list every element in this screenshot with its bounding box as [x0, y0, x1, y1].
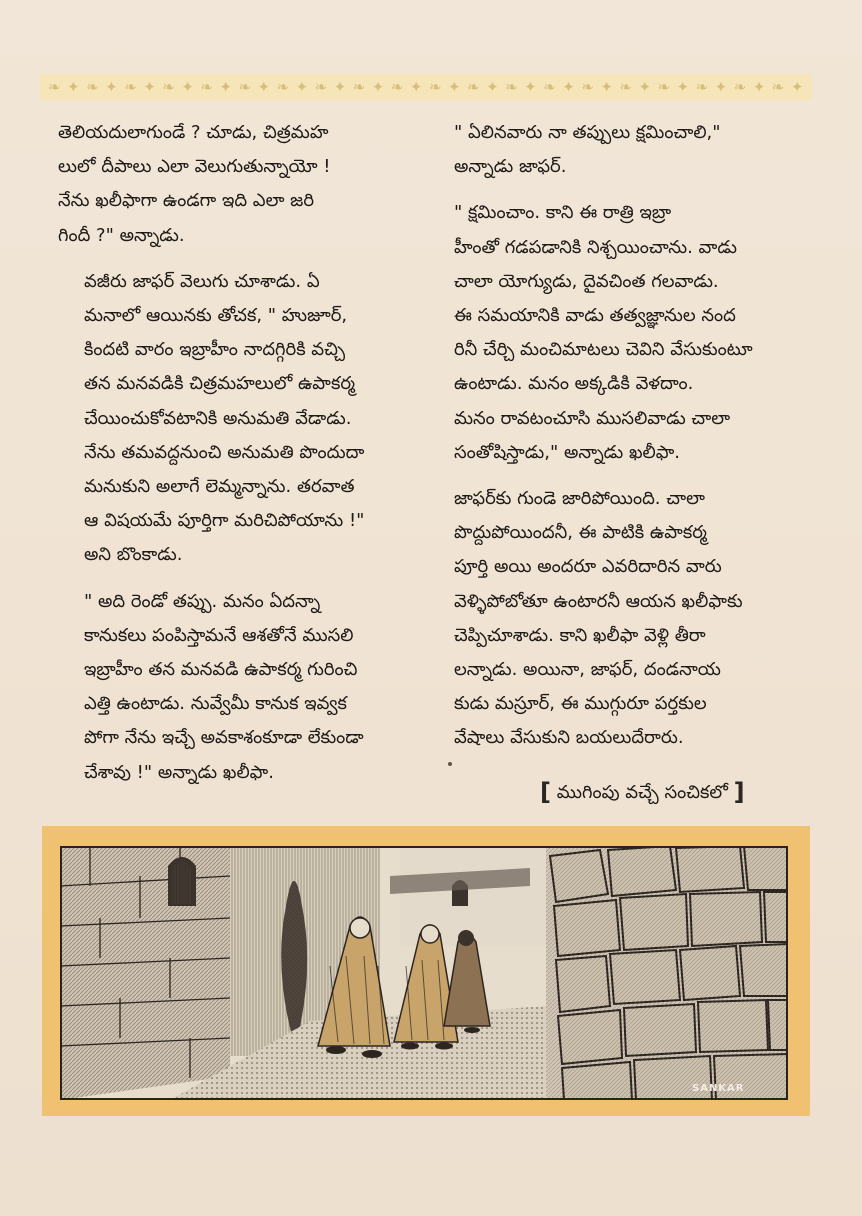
- ornament-glyph: ❧: [238, 77, 252, 96]
- ornament-glyph: ✦: [371, 77, 385, 96]
- text-line: లులో దీపాలు ఎలా వెలుగుతున్నాయో !: [58, 156, 331, 178]
- text-line: పూర్తి అయి అందరూ ఎవరిదారిన వారు: [454, 556, 722, 578]
- text-line: గిందీ ?" అన్నాడు.: [58, 224, 185, 246]
- text-line: కానుకలు పంపిస్తామనే ఆశతోనే ముసలి: [84, 624, 354, 646]
- ornament-glyph: ❧: [733, 77, 747, 96]
- text-line: " ఏలినవారు నా తప్పులు క్షమించాలి,": [454, 122, 721, 143]
- ornament-glyph: ✦: [447, 77, 461, 96]
- ornament-glyph: ❧: [428, 77, 442, 96]
- ornament-glyph: ✦: [143, 77, 156, 96]
- text-line: ఆ విషయమే పూర్తిగా మరిచిపోయాను !": [84, 510, 365, 532]
- text-line: మనాలో ఆయినకు తోచక, " హుజూర్,: [84, 305, 348, 327]
- ornament-glyph: ❧: [467, 77, 480, 96]
- artist-signature: SANKAR: [692, 1083, 745, 1094]
- text-line: వేషాలు వేసుకుని బయలుదేరారు.: [454, 727, 684, 749]
- text-line: కిందటి వారం ఇబ్రాహీం నాదగ్గిరికి వచ్చి: [84, 339, 346, 361]
- ornament-glyph: ✦: [714, 77, 728, 96]
- text-line: రినీ చేర్చి మంచిమాటలు చెవిని వేసుకుంటూ: [454, 339, 753, 361]
- ink-dot: [448, 762, 452, 766]
- text-line: నేను తమవద్దనుంచి అనుమతి పొందుదా: [84, 441, 365, 463]
- text-line: వెళ్ళిపోబోతూ ఉంటారనీ ఆయన ఖలీఫాకు: [454, 590, 743, 612]
- ornament-glyph: ❧: [695, 77, 709, 96]
- ornament-glyph: ✦: [524, 77, 537, 96]
- ornament-glyph: ❧: [200, 77, 213, 96]
- ornament-glyph: ❧: [314, 77, 328, 96]
- text-line: తన మనవడికి చిత్రమహలులో ఉపాకర్మ: [84, 373, 356, 395]
- text-line: ఇబ్రాహీం తన మనవడి ఉపాకర్మ గురించి: [84, 659, 358, 681]
- ornament-glyph: ❧: [543, 77, 556, 96]
- ornament-glyph: ✦: [562, 77, 575, 96]
- decorative-border: [40, 74, 812, 100]
- ornament-glyph: ❧: [505, 77, 518, 96]
- ornament-glyph: ✦: [295, 77, 309, 96]
- ornament-glyph: ✦: [600, 77, 613, 96]
- text-line: " అది రెండో తప్పు. మనం ఏదన్నా: [84, 590, 321, 612]
- ornament-glyph: ✦: [676, 77, 690, 96]
- text-line: " క్షమించాం. కాని ఈ రాత్రి ఇబ్రా: [454, 202, 672, 224]
- right-text-column: [428, 116, 800, 768]
- paragraph: [428, 116, 800, 184]
- paragraph: [428, 482, 800, 756]
- text-line: అన్నాడు జాఫర్.: [454, 156, 567, 178]
- text-line: లన్నాడు. అయినా, జాఫర్, దండనాయ: [454, 659, 721, 681]
- text-line: మనం రావటంచూసి ముసలివాడు చాలా: [454, 407, 731, 429]
- text-line: మనుకుని అలాగే లెమ్మన్నాను. తరవాత: [84, 476, 355, 498]
- ornament-glyph: ✦: [638, 77, 652, 96]
- ornament-glyph: ✦: [790, 77, 804, 96]
- ornament-glyph: ✦: [257, 77, 271, 96]
- ornament-glyph: ✦: [752, 77, 766, 96]
- ornament-glyph: ❧: [390, 77, 404, 96]
- left-text-column: [58, 116, 430, 802]
- ornament-glyph: ✦: [486, 77, 499, 96]
- ornament-glyph: ✦: [409, 77, 423, 96]
- ornament-glyph: ❧: [581, 77, 594, 96]
- text-line: ఈ సమయానికి వాడు తత్వజ్ఞానుల నంద: [454, 305, 736, 327]
- ornament-glyph: ❧: [657, 77, 671, 96]
- ornament-glyph: ✦: [105, 77, 118, 96]
- bracket-close: ]: [733, 778, 745, 806]
- ornament-glyph: ✦: [219, 77, 232, 96]
- ornament-glyph: ❧: [619, 77, 632, 96]
- street-scene-image: [60, 846, 788, 1100]
- text-line: చాలా యోగ్యుడు, దైవచింత గలవాడు.: [454, 270, 719, 292]
- ornament-glyph: ❧: [276, 77, 290, 96]
- ornament-glyph: ❧: [124, 77, 137, 96]
- text-line: వజీరు జాఫర్ వెలుగు చూశాడు. ఏ: [84, 270, 320, 292]
- text-line: పొద్దుపోయిందనీ, ఈ పాటికి ఉపాకర్మ: [454, 522, 707, 544]
- ornament-glyph: ❧: [162, 77, 175, 96]
- text-line: సంతోషిస్తాడు," అన్నాడు ఖలీఫా.: [454, 441, 681, 463]
- ornament-glyph: ❧: [771, 77, 785, 96]
- ornament-glyph: ✦: [67, 77, 80, 96]
- text-line: ఉంటాడు. మనం అక్కడికి వెళదాం.: [454, 373, 694, 395]
- paragraph: [428, 196, 800, 470]
- text-line: జాఫర్‌కు గుండె జారిపోయింది. చాలా: [454, 488, 705, 510]
- text-line: చేయించుకోవటానికి అనుమతి వేడాడు.: [84, 407, 352, 429]
- ornament-glyph: ❧: [48, 77, 61, 96]
- paragraph: [58, 585, 430, 790]
- ornament-glyph: ❧: [86, 77, 99, 96]
- text-line: నేను ఖలీఫాగా ఉండగా ఇది ఎలా జరి: [58, 190, 315, 212]
- ornament-glyph: ❧: [352, 77, 366, 96]
- text-line: కుడు మస్రూర్, ఈ ముగ్గురూ పర్తకుల: [454, 693, 707, 715]
- text-line: చెప్పిచూశాడు. కాని ఖలీఫా వెళ్లి తీరా: [454, 624, 706, 646]
- ornament-glyph: ✦: [333, 77, 347, 96]
- bracket-open: [: [540, 778, 551, 806]
- continued-note: [540, 778, 745, 807]
- paragraph: [58, 116, 430, 253]
- paragraph: [58, 265, 430, 573]
- text-line: ఎత్తి ఉంటాడు. నువ్వేమీ కానుక ఇవ్వక: [84, 693, 347, 715]
- text-line: చేశావు !" అన్నాడు ఖలీఫా.: [84, 761, 274, 783]
- ornament-glyph: ✦: [181, 77, 194, 96]
- continued-note-text: ముగింపు వచ్చే సంచికలో: [556, 782, 728, 803]
- text-line: తెలియదులాగుండే ? చూడు, చిత్రమహ: [58, 122, 329, 143]
- text-line: పోగా నేను ఇచ్చే అవకాశంకూడా లేకుండా: [84, 727, 364, 749]
- text-line: అని బొంకాడు.: [84, 544, 183, 566]
- street-illustration: [60, 846, 788, 1100]
- text-line: హీంతో గడపడానికి నిశ్చయించాను. వాడు: [454, 236, 737, 258]
